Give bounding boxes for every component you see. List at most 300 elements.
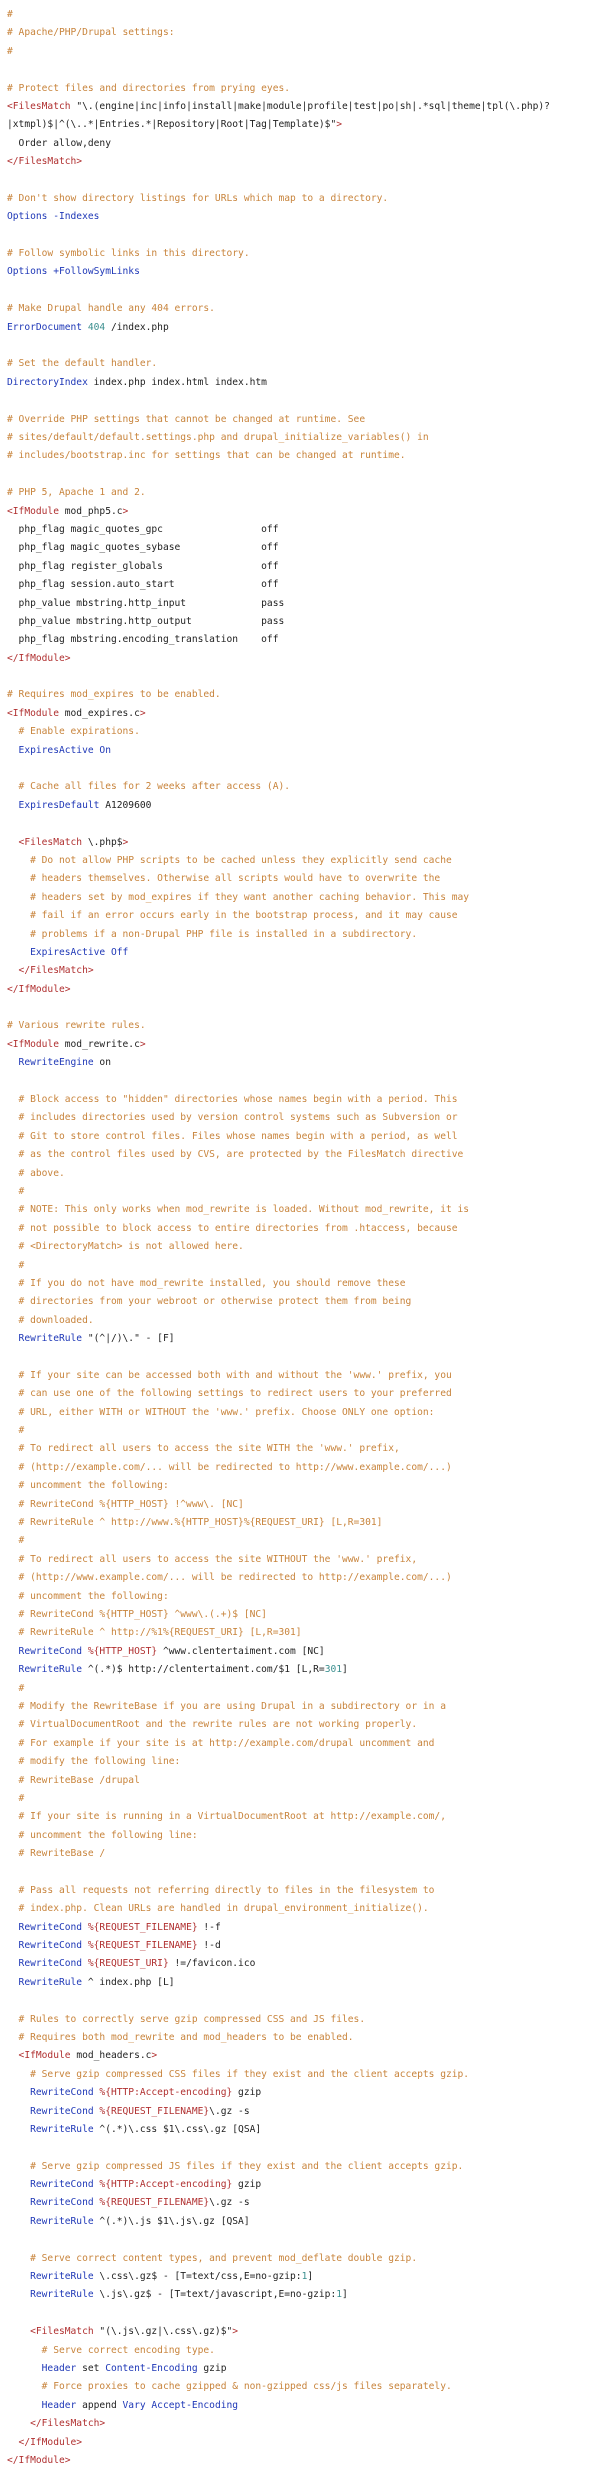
- comment-token: # <DirectoryMatch> is not allowed here.: [7, 1241, 244, 1253]
- code-line: [7, 1293, 600, 1311]
- code-line: [7, 1201, 600, 1219]
- comment-token: # as the control files used by CVS, are protected by the FilesMatch directive: [7, 1149, 464, 1161]
- code-line: [7, 2213, 600, 2231]
- text-token: !=/favicon.ico: [168, 1958, 256, 1970]
- code-line: [7, 98, 600, 116]
- text-token: \.php$: [82, 836, 123, 848]
- directive-token: Options -Indexes: [7, 211, 100, 223]
- code-line: [7, 429, 600, 447]
- comment-token: # downloaded.: [7, 1314, 94, 1326]
- directive-token: RewriteCond: [7, 1940, 83, 1952]
- code-line: [7, 595, 600, 613]
- tag-token: >: [232, 2326, 239, 2338]
- code-line: [7, 2397, 600, 2415]
- directive-token: ExpiresDefault: [7, 799, 100, 811]
- code-line: [7, 300, 600, 318]
- comment-token: # Serve correct content types, and prevent mod_deflate double gzip.: [7, 2252, 418, 2264]
- text-token: append: [76, 2399, 123, 2411]
- tag-token: <IfModule: [7, 2050, 71, 2062]
- code-line: [7, 705, 600, 723]
- code-line: [7, 1165, 600, 1183]
- comment-token: # RewriteBase /: [7, 1848, 106, 1860]
- code-line: [7, 61, 600, 79]
- code-line: [7, 1349, 600, 1367]
- code-line: [7, 539, 600, 557]
- tag-token: </IfModule>: [7, 652, 71, 664]
- comment-token: # Do not allow PHP scripts to be cached unless they explicitly send cache: [7, 854, 452, 866]
- code-line: [7, 1128, 600, 1146]
- text-token: php_flag magic_quotes_gpc off: [7, 523, 279, 535]
- code-line: [7, 447, 600, 465]
- code-line: [7, 944, 600, 962]
- comment-token: # can use one of the following settings to redirect users to your preferred: [7, 1388, 452, 1400]
- code-line: [7, 466, 600, 484]
- comment-token: # (http://example.com/... will be redirected to http://www.example.com/...): [7, 1461, 452, 1473]
- code-line: [7, 2378, 600, 2396]
- code-line: [7, 1716, 600, 1734]
- code-line: [7, 1036, 600, 1054]
- comment-token: #: [7, 1792, 25, 1804]
- tag-token: <IfModule: [7, 1038, 59, 1050]
- text-token: ^ index.php [L]: [82, 1976, 175, 1988]
- code-line: [7, 1385, 600, 1403]
- code-line: [7, 172, 600, 190]
- code-line: [7, 1569, 600, 1587]
- text-token: ^(.*)\.css $1\.css\.gz [QSA]: [93, 2123, 262, 2135]
- code-line: [7, 778, 600, 796]
- comment-token: # Block access to "hidden" directories whose names begin with a period. This: [7, 1094, 458, 1106]
- number-token: 1: [301, 2271, 308, 2283]
- comment-token: # fail if an error occurs early in the bootstrap process, and it may cause: [7, 910, 458, 922]
- code-line: [7, 926, 600, 944]
- code-line: [7, 1054, 600, 1072]
- code-line: [7, 576, 600, 594]
- code-line: [7, 1753, 600, 1771]
- code-line: [7, 1937, 600, 1955]
- comment-token: # URL, either WITH or WITHOUT the 'www.' prefix. Choose ONLY one option:: [7, 1406, 435, 1418]
- text-token: Order allow,deny: [7, 137, 111, 149]
- code-line: [7, 2286, 600, 2304]
- text-token: "(^|/)\." - [F]: [82, 1333, 175, 1345]
- comment-token: #: [7, 45, 13, 57]
- comment-token: # PHP 5, Apache 1 and 2.: [7, 487, 146, 499]
- directive-token: ErrorDocument: [7, 321, 88, 333]
- code-line: [7, 2342, 600, 2360]
- text-token: ]: [342, 2289, 348, 2301]
- comment-token: # Pass all requests not referring directly to files in the filesystem to: [7, 1884, 435, 1896]
- tag-token: <FilesMatch: [7, 2326, 94, 2338]
- code-line: [7, 1073, 600, 1091]
- text-token: \.gz -s: [209, 2197, 250, 2209]
- comment-token: # Don't show directory listings for URLs which map to a directory.: [7, 192, 389, 204]
- code-line: [7, 852, 600, 870]
- code-line: [7, 2011, 600, 2029]
- code-line: [7, 889, 600, 907]
- code-line: [7, 1091, 600, 1109]
- code-line: [7, 227, 600, 245]
- code-line: [7, 1330, 600, 1348]
- code-line: [7, 962, 600, 980]
- tag-token: </IfModule>: [7, 2454, 71, 2466]
- code-line: [7, 558, 600, 576]
- code-line: [7, 1643, 600, 1661]
- code-line: [7, 1992, 600, 2010]
- comment-token: # Cache all files for 2 weeks after access (A).: [7, 781, 291, 793]
- code-line: [7, 1588, 600, 1606]
- directive-token: RewriteRule: [7, 2271, 94, 2283]
- code-line: [7, 1827, 600, 1845]
- code-line: [7, 337, 600, 355]
- text-token: gzip: [232, 2087, 262, 2099]
- code-line: [7, 2084, 600, 2102]
- comment-token: # directories from your webroot or otherwise protect them from being: [7, 1296, 412, 1308]
- code-line: [7, 1863, 600, 1881]
- code-line: [7, 1477, 600, 1495]
- code-line: [7, 1459, 600, 1477]
- tag-token: %{HTTP:Accept-encoding}: [99, 2179, 233, 2191]
- code-line: [7, 2066, 600, 2084]
- code-line: [7, 1146, 600, 1164]
- tag-token: </FilesMatch>: [7, 156, 83, 168]
- code-line: [7, 870, 600, 888]
- text-token: "\.(engine|inc|info|install|make|module|profile|test|po|sh|.*sql|theme|tpl(\.php)?: [70, 100, 550, 112]
- directive-token: Header: [7, 2363, 77, 2374]
- code-line: [7, 2360, 600, 2378]
- number-token: 1: [336, 2289, 343, 2301]
- comment-token: # Make Drupal handle any 404 errors.: [7, 303, 215, 315]
- code-line: [7, 1367, 600, 1385]
- comment-token: # Override PHP settings that cannot be changed at runtime. See: [7, 413, 366, 425]
- text-token: mod_php5.c: [58, 505, 123, 517]
- directive-token: Options +FollowSymLinks: [7, 266, 140, 278]
- text-token: "(\.js\.gz|\.css\.gz)$": [93, 2326, 233, 2338]
- comment-token: #: [7, 1425, 25, 1437]
- tag-token: %{REQUEST_FILENAME}: [99, 2197, 210, 2209]
- code-line: [7, 1606, 600, 1624]
- comment-token: # above.: [7, 1167, 65, 1179]
- code-line: [7, 392, 600, 410]
- tag-token: %{REQUEST_URI}: [87, 1958, 169, 1970]
- code-line: [7, 411, 600, 429]
- code-line: [7, 135, 600, 153]
- tag-token: >: [336, 119, 343, 131]
- directive-token: Content-Encoding: [105, 2363, 198, 2374]
- code-line: [7, 374, 600, 392]
- text-token: php_flag register_globals off: [7, 560, 279, 572]
- comment-token: # To redirect all users to access the site WITH the 'www.' prefix,: [7, 1443, 400, 1455]
- code-line: [7, 1275, 600, 1293]
- text-token: mod_expires.c: [58, 707, 140, 719]
- code-line: [7, 2415, 600, 2433]
- code-line: [7, 1109, 600, 1127]
- comment-token: # RewriteCond %{HTTP_HOST} ^www\.(.+)$ [NC]: [7, 1608, 267, 1620]
- code-line: [7, 208, 600, 226]
- code-line: [7, 2158, 600, 2176]
- text-token: on: [93, 1057, 111, 1069]
- code-line: [7, 1808, 600, 1826]
- comment-token: # Various rewrite rules.: [7, 1020, 146, 1032]
- code-line: [7, 1551, 600, 1569]
- text-token: !-f: [197, 1921, 221, 1933]
- code-line: [7, 503, 600, 521]
- tag-token: %{REQUEST_FILENAME}: [87, 1940, 198, 1952]
- text-token: ]: [342, 1664, 348, 1676]
- code-line: [7, 1312, 600, 1330]
- comment-token: # Follow symbolic links in this directory.: [7, 248, 250, 260]
- code-line: [7, 80, 600, 98]
- comment-token: # RewriteBase /drupal: [7, 1774, 140, 1786]
- code-line: [7, 484, 600, 502]
- comment-token: # To redirect all users to access the site WITHOUT the 'www.' prefix,: [7, 1553, 418, 1565]
- code-line: [7, 190, 600, 208]
- comment-token: # includes/bootstrap.inc for settings that can be changed at runtime.: [7, 450, 406, 462]
- code-line: [7, 742, 600, 760]
- directive-token: RewriteCond: [7, 2197, 94, 2209]
- comment-token: # VirtualDocumentRoot and the rewrite rules are not working properly.: [7, 1719, 418, 1731]
- code-line: [7, 834, 600, 852]
- tag-token: <IfModule: [7, 505, 59, 517]
- code-line: [7, 760, 600, 778]
- code-line: [7, 631, 600, 649]
- code-line: [7, 2103, 600, 2121]
- directive-token: RewriteRule: [7, 1664, 83, 1676]
- text-token: php_flag mbstring.encoding_translation off: [7, 634, 279, 646]
- tag-token: </IfModule>: [7, 983, 71, 995]
- tag-token: >: [122, 836, 129, 848]
- comment-token: # RewriteRule ^ http://%1%{REQUEST_URI} [L,R=301]: [7, 1627, 302, 1639]
- directive-token: ExpiresActive Off: [7, 946, 129, 958]
- comment-token: #: [7, 1535, 25, 1547]
- comment-token: # Git to store control files. Files whose names begin with a period, as well: [7, 1130, 458, 1142]
- text-token: mod_headers.c: [70, 2050, 152, 2062]
- code-line: [7, 1919, 600, 1937]
- code-line: [7, 1404, 600, 1422]
- comment-token: # RewriteCond %{HTTP_HOST} !^www\. [NC]: [7, 1498, 244, 1510]
- code-line: [7, 116, 600, 134]
- comment-token: # index.php. Clean URLs are handled in drupal_environment_initialize().: [7, 1903, 429, 1915]
- text-token: !-d: [197, 1940, 221, 1952]
- code-line: [7, 1790, 600, 1808]
- comment-token: # Modify the RewriteBase if you are using Drupal in a subdirectory or in a: [7, 1700, 446, 1712]
- comment-token: # If your site is running in a VirtualDocumentRoot at http://example.com/,: [7, 1811, 446, 1823]
- comment-token: # headers set by mod_expires if they want another caching behavior. This may: [7, 891, 470, 903]
- text-token: mod_rewrite.c: [58, 1038, 140, 1050]
- directive-token: RewriteCond: [7, 2105, 94, 2117]
- code-line: [7, 2268, 600, 2286]
- code-line: [7, 24, 600, 42]
- comment-token: # NOTE: This only works when mod_rewrite is loaded. Without mod_rewrite, it is: [7, 1204, 470, 1216]
- code-line: [7, 1680, 600, 1698]
- directive-token: RewriteRule: [7, 2289, 94, 2301]
- code-line: [7, 613, 600, 631]
- code-line: [7, 686, 600, 704]
- directive-token: RewriteCond: [7, 2087, 94, 2099]
- code-line: [7, 1974, 600, 1992]
- text-token: ^(.*)\.js $1\.js\.gz [QSA]: [93, 2215, 250, 2227]
- code-line: [7, 1017, 600, 1035]
- code-line: [7, 668, 600, 686]
- text-token: \.gz -s: [209, 2105, 250, 2117]
- text-token: \.css\.gz$ - [T=text/css,E=no-gzip:: [93, 2271, 302, 2283]
- code-line: [7, 2231, 600, 2249]
- code-line: [7, 1532, 600, 1550]
- code-line: [7, 907, 600, 925]
- text-token: php_value mbstring.http_input pass: [7, 597, 285, 609]
- directive-token: RewriteRule: [7, 2123, 94, 2135]
- tag-token: %{REQUEST_FILENAME}: [99, 2105, 210, 2117]
- tag-token: <FilesMatch: [7, 100, 71, 112]
- code-line: [7, 723, 600, 741]
- text-token: php_flag magic_quotes_sybase off: [7, 542, 279, 554]
- comment-token: # uncomment the following:: [7, 1590, 169, 1602]
- comment-token: # modify the following line:: [7, 1756, 181, 1768]
- code-line: [7, 2139, 600, 2157]
- tag-token: <FilesMatch: [7, 836, 83, 848]
- code-line: [7, 2029, 600, 2047]
- comment-token: # Rules to correctly serve gzip compressed CSS and JS files.: [7, 2013, 366, 2025]
- comment-token: # (http://www.example.com/... will be redirected to http://example.com/...): [7, 1572, 452, 1584]
- comment-token: # Serve gzip compressed JS files if they exist and the client accepts gzip.: [7, 2160, 464, 2172]
- directive-token: RewriteCond: [7, 1958, 83, 1970]
- tag-token: %{REQUEST_FILENAME}: [87, 1921, 198, 1933]
- directive-token: RewriteRule: [7, 2215, 94, 2227]
- code-line: [7, 1882, 600, 1900]
- tag-token: <IfModule: [7, 707, 59, 719]
- text-token: ^www.clentertaiment.com [NC]: [157, 1645, 325, 1657]
- directive-token: RewriteRule: [7, 1333, 83, 1345]
- comment-token: # If your site can be accessed both with and without the 'www.' prefix, you: [7, 1369, 452, 1381]
- text-token: gzip: [197, 2363, 227, 2374]
- comment-token: # uncomment the following line:: [7, 1829, 198, 1841]
- code-line: [7, 1735, 600, 1753]
- number-token: 301: [324, 1664, 343, 1676]
- directive-token: Header: [7, 2399, 77, 2411]
- tag-token: %{HTTP_HOST}: [87, 1645, 158, 1657]
- code-line: [7, 355, 600, 373]
- comment-token: # not possible to block access to entire directories from .htaccess, because: [7, 1222, 458, 1234]
- code-line: [7, 1661, 600, 1679]
- comment-token: # RewriteRule ^ http://www.%{HTTP_HOST}%{REQUEST_URI} [L,R=301]: [7, 1517, 383, 1529]
- comment-token: # Serve gzip compressed CSS files if they exist and the client accepts gzip.: [7, 2068, 470, 2080]
- code-line: [7, 6, 600, 24]
- code-line: [7, 1422, 600, 1440]
- comment-token: #: [7, 9, 13, 20]
- comment-token: # Serve correct encoding type.: [7, 2344, 215, 2356]
- code-line: [7, 2121, 600, 2139]
- directive-token: RewriteCond: [7, 1921, 83, 1933]
- text-token: |xtmpl)$|^(\..*|Entries.*|Repository|Root|Tag|Template)$": [7, 119, 337, 131]
- code-line: [7, 2047, 600, 2065]
- text-token: A1209600: [99, 799, 152, 811]
- code-line: [7, 1624, 600, 1642]
- code-line: [7, 1183, 600, 1201]
- directive-token: RewriteRule: [7, 1976, 83, 1988]
- comment-token: # Force proxies to cache gzipped & non-gzipped css/js files separately.: [7, 2381, 452, 2393]
- tag-token: >: [139, 1038, 146, 1050]
- code-line: [7, 815, 600, 833]
- text-token: php_flag session.auto_start off: [7, 579, 279, 591]
- comment-token: # Requires mod_expires to be enabled.: [7, 689, 221, 701]
- comment-token: # Set the default handler.: [7, 358, 158, 370]
- tag-token: >: [151, 2050, 158, 2062]
- text-token: \.js\.gz$ - [T=text/javascript,E=no-gzip:: [93, 2289, 337, 2301]
- code-line: [7, 1238, 600, 1256]
- code-line: [7, 263, 600, 281]
- comment-token: # includes directories used by version control systems such as Subversion or: [7, 1112, 458, 1124]
- code-line: [7, 1955, 600, 1973]
- code-line: [7, 2452, 600, 2470]
- code-line: [7, 1220, 600, 1238]
- comment-token: # problems if a non-Drupal PHP file is installed in a subdirectory.: [7, 928, 418, 940]
- tag-token: %{HTTP:Accept-encoding}: [99, 2087, 233, 2099]
- comment-token: # headers themselves. Otherwise all scripts would have to overwrite the: [7, 873, 441, 885]
- directive-token: RewriteCond: [7, 2179, 94, 2191]
- text-token: ]: [307, 2271, 314, 2283]
- code-line: [7, 1698, 600, 1716]
- tag-token: </IfModule>: [7, 2436, 83, 2448]
- text-token: set: [76, 2363, 106, 2374]
- text-token: /index.php: [105, 321, 169, 333]
- code-line: [7, 2305, 600, 2323]
- code-line: [7, 319, 600, 337]
- code-line: [7, 999, 600, 1017]
- code-line: [7, 1772, 600, 1790]
- code-line: [7, 245, 600, 263]
- comment-token: #: [7, 1682, 25, 1694]
- directive-token: ExpiresActive On: [7, 744, 111, 756]
- number-token: 404: [87, 321, 106, 333]
- directive-token: RewriteCond: [7, 1645, 83, 1657]
- code-line: [7, 1257, 600, 1275]
- code-line: [7, 282, 600, 300]
- comment-token: # Apache/PHP/Drupal settings:: [7, 27, 175, 39]
- code-line: [7, 2194, 600, 2212]
- comment-token: # sites/default/default.settings.php and drupal_initialize_variables() in: [7, 431, 429, 443]
- comment-token: # Enable expirations.: [7, 726, 140, 738]
- code-line: [7, 981, 600, 999]
- tag-token: </FilesMatch>: [7, 965, 94, 977]
- comment-token: # If you do not have mod_rewrite installed, you should remove these: [7, 1277, 406, 1289]
- comment-token: # Requires both mod_rewrite and mod_headers to be enabled.: [7, 2031, 354, 2043]
- code-line: [7, 521, 600, 539]
- code-line: [7, 1514, 600, 1532]
- directive-token: RewriteEngine: [7, 1057, 94, 1069]
- tag-token: >: [122, 505, 129, 517]
- tag-token: </FilesMatch>: [7, 2418, 106, 2430]
- code-line: [7, 1845, 600, 1863]
- tag-token: >: [139, 707, 146, 719]
- comment-token: #: [7, 1259, 25, 1271]
- comment-token: # Protect files and directories from prying eyes.: [7, 82, 291, 94]
- comment-token: #: [7, 1186, 25, 1197]
- code-line: [7, 153, 600, 171]
- code-line: [7, 2323, 600, 2341]
- code-line: [7, 650, 600, 668]
- code-line: [7, 1900, 600, 1918]
- directive-token: Vary Accept-Encoding: [122, 2399, 239, 2411]
- code-line: [7, 2250, 600, 2268]
- text-token: gzip: [232, 2179, 262, 2191]
- comment-token: # For example if your site is at http://example.com/drupal uncomment and: [7, 1737, 435, 1749]
- comment-token: # uncomment the following:: [7, 1480, 169, 1492]
- code-line: [7, 2434, 600, 2452]
- code-line: [7, 2176, 600, 2194]
- code-line: [7, 43, 600, 61]
- directive-token: DirectoryIndex: [7, 376, 88, 388]
- text-token: php_value mbstring.http_output pass: [7, 615, 285, 627]
- text-token: index.php index.html index.htm: [87, 376, 267, 388]
- code-line: [7, 1496, 600, 1514]
